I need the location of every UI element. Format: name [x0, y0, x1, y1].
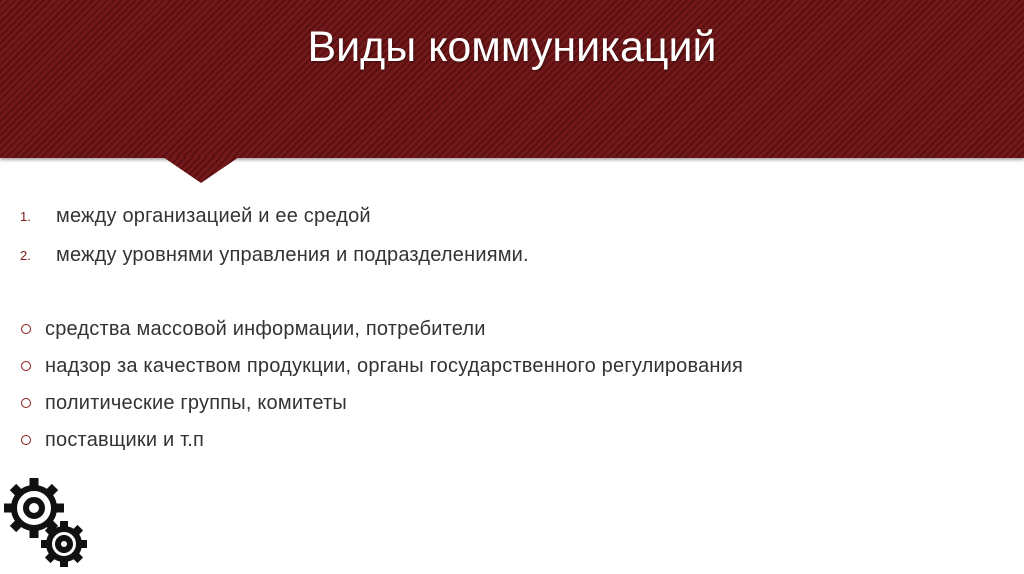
banner-notch	[163, 157, 239, 183]
circle-bullet-icon	[21, 361, 31, 371]
circle-bullet-icon	[21, 435, 31, 445]
list-marker: 1.	[20, 208, 31, 224]
circle-bullet-icon	[21, 324, 31, 334]
bullet-text: политические группы, комитеты	[45, 391, 347, 414]
slide-title: Виды коммуникаций	[307, 23, 717, 71]
bullet-item	[20, 353, 743, 379]
bullet-text: надзор за качеством продукции, органы государственного регулирования	[45, 354, 744, 377]
list-item-text: между уровнями управления и подразделениями.	[56, 243, 529, 266]
bullet-text: средства массовой информации, потребители	[45, 317, 486, 340]
gears-icon	[0, 474, 100, 574]
bullet-item	[20, 316, 486, 342]
circle-bullet-icon	[21, 398, 31, 408]
bullet-text: поставщики и т.п	[45, 428, 205, 451]
numbered-item	[20, 203, 371, 229]
numbered-item	[20, 242, 529, 268]
list-marker: 2.	[20, 247, 31, 263]
bullet-item	[20, 390, 347, 416]
list-item-text: между организацией и ее средой	[56, 204, 371, 227]
bullet-item	[20, 427, 204, 453]
